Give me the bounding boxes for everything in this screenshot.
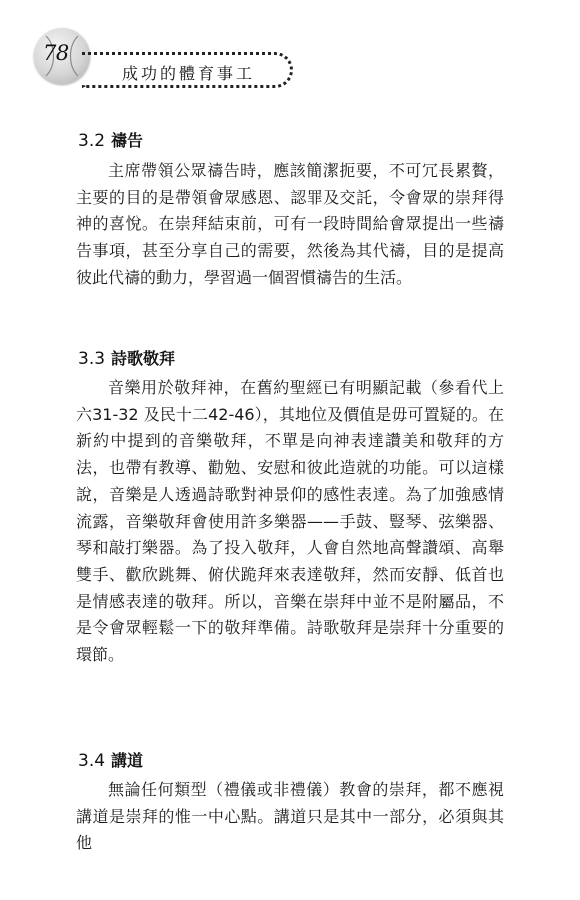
- page-number: 78: [43, 41, 69, 65]
- section-paragraph: 無論任何類型（禮儀或非禮儀）教會的崇拜，都不應視講道是崇拜的惟一中心點。講道只是其中一部分，必須與其他: [76, 780, 504, 853]
- section-number: 3.4: [78, 751, 106, 771]
- section-paragraph: 主席帶領公眾禱告時，應該簡潔扼要，不可冗長累贅，主要的目的是帶領會眾感恩、認罪及交託，令會眾的崇拜得神的喜悅。在崇拜結束前，可有一段時間給會眾提出一些禱告事項，甚至分享自己的需要，然後為其代禱，目的是提高彼此代禱的動力，學習過一個習慣禱告的生活。: [76, 161, 504, 287]
- running-title: 成功的體育事工: [122, 64, 256, 83]
- section-heading-3-3: [78, 346, 175, 369]
- section-number: 3.2: [78, 131, 106, 151]
- section-paragraph: 音樂用於敬拜神，在舊約聖經已有明顯記載（參看代上六31-32 及民十二42-46），其地位及價值是毋可置疑的。在新約中提到的音樂敬拜，不單是向神表達讚美和敬拜的方法，也帶有教導、勸勉、安慰和彼此造就的功能。可以這樣說，音樂是人透過詩歌對神景仰的感性表達。為了加強感情流露，音樂敬拜會使用許多樂器——手鼓、豎琴、弦樂器、琴和敲打樂器。為了投入敬拜，人會自然地高聲讚頌、高舉雙手、歡欣跳舞、俯伏跪拜來表達敬拜，然而安靜、低首也是情感表達的敬拜。所以，音樂在崇拜中並不是附屬品，不是令會眾輕鬆一下的敬拜準備。詩歌敬拜是崇拜十分重要的環節。: [76, 378, 504, 665]
- page-header: [0, 0, 580, 110]
- section-heading-3-4: [78, 748, 143, 771]
- section-title: 禱告: [111, 131, 144, 150]
- section-title: 詩歌敬拜: [111, 349, 176, 368]
- section-title: 講道: [111, 751, 144, 770]
- section-heading-3-2: [78, 128, 143, 151]
- section-number: 3.3: [78, 349, 106, 369]
